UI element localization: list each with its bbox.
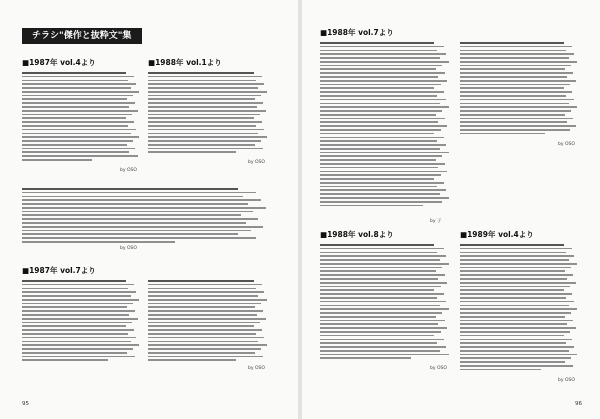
text-line bbox=[320, 178, 434, 180]
page-number-right: 96 bbox=[575, 401, 582, 407]
page-title: チラシ"傑作と抜粋文"集 bbox=[22, 28, 142, 44]
text-block-1988-vol8 bbox=[320, 244, 450, 361]
text-line bbox=[22, 291, 136, 293]
text-line bbox=[22, 76, 134, 78]
text-block-1988-vol1 bbox=[148, 72, 268, 155]
signature: by OSO bbox=[248, 160, 265, 165]
text-line bbox=[22, 102, 135, 104]
text-line bbox=[22, 218, 258, 220]
text-line bbox=[460, 289, 564, 291]
text-line bbox=[320, 155, 442, 157]
text-line bbox=[320, 148, 440, 150]
text-line bbox=[320, 267, 442, 269]
text-block-1988-vol7 bbox=[320, 42, 450, 208]
text-line bbox=[148, 359, 236, 361]
text-line bbox=[460, 308, 577, 310]
text-line bbox=[148, 356, 263, 358]
text-line bbox=[148, 95, 261, 97]
text-line bbox=[22, 211, 253, 213]
text-line bbox=[460, 286, 570, 288]
text-line bbox=[460, 133, 545, 135]
text-line bbox=[460, 312, 571, 314]
text-line bbox=[320, 274, 445, 276]
text-line bbox=[22, 136, 139, 138]
text-line bbox=[320, 103, 440, 105]
text-line bbox=[22, 288, 128, 290]
text-line bbox=[22, 322, 132, 324]
text-line bbox=[22, 159, 92, 161]
text-line bbox=[460, 95, 566, 97]
text-line bbox=[22, 230, 251, 232]
text-line bbox=[22, 121, 134, 123]
text-line bbox=[320, 248, 444, 250]
text-line bbox=[320, 133, 434, 135]
text-line bbox=[22, 125, 128, 127]
text-line bbox=[460, 357, 571, 359]
text-line bbox=[460, 61, 577, 63]
text-line bbox=[320, 357, 411, 359]
text-line bbox=[460, 263, 577, 265]
text-line bbox=[320, 174, 441, 176]
text-line bbox=[320, 50, 437, 52]
text-line bbox=[320, 159, 436, 161]
text-line bbox=[148, 110, 266, 112]
text-line bbox=[460, 255, 574, 257]
text-line bbox=[148, 91, 267, 93]
text-line bbox=[22, 280, 126, 282]
text-line bbox=[148, 322, 260, 324]
text-line bbox=[320, 297, 437, 299]
text-line bbox=[148, 318, 266, 320]
text-line bbox=[22, 329, 134, 331]
text-line bbox=[320, 282, 447, 284]
text-line bbox=[22, 359, 108, 361]
text-line bbox=[320, 144, 446, 146]
text-line bbox=[148, 352, 255, 354]
text-line bbox=[22, 140, 133, 142]
text-line bbox=[320, 99, 446, 101]
text-line bbox=[320, 171, 447, 173]
text-line bbox=[460, 99, 574, 101]
text-line bbox=[320, 167, 438, 169]
text-line bbox=[22, 199, 261, 201]
text-line bbox=[320, 186, 437, 188]
text-line bbox=[148, 98, 255, 100]
text-line bbox=[22, 314, 129, 316]
text-line bbox=[320, 308, 449, 310]
text-line bbox=[320, 339, 444, 341]
text-line bbox=[460, 103, 569, 105]
text-block-1989-vol4 bbox=[460, 244, 578, 373]
text-line bbox=[148, 72, 254, 74]
text-line bbox=[460, 346, 574, 348]
text-line bbox=[460, 305, 569, 307]
text-line bbox=[320, 323, 438, 325]
text-line bbox=[460, 114, 565, 116]
text-line bbox=[460, 129, 570, 131]
text-line bbox=[320, 342, 437, 344]
text-line bbox=[148, 83, 264, 85]
text-line bbox=[22, 237, 256, 239]
text-block-right-top bbox=[460, 42, 578, 137]
text-line bbox=[148, 76, 262, 78]
text-line bbox=[320, 327, 447, 329]
text-line bbox=[22, 155, 138, 157]
text-line bbox=[22, 196, 243, 198]
text-line bbox=[320, 72, 445, 74]
text-line bbox=[320, 87, 434, 89]
text-line bbox=[460, 365, 573, 367]
text-line bbox=[22, 87, 131, 89]
text-line bbox=[148, 121, 262, 123]
text-line bbox=[460, 248, 572, 250]
text-line bbox=[320, 259, 440, 261]
section-heading-1988-vol7: ■1988年 vol.7より bbox=[320, 28, 394, 37]
text-line bbox=[148, 125, 256, 127]
text-line bbox=[22, 295, 131, 297]
text-line bbox=[320, 76, 438, 78]
text-line bbox=[320, 95, 437, 97]
text-line bbox=[148, 299, 267, 301]
text-line bbox=[320, 205, 423, 207]
text-line bbox=[22, 72, 126, 74]
text-line bbox=[460, 278, 567, 280]
text-line bbox=[320, 331, 441, 333]
text-line bbox=[22, 214, 241, 216]
text-line bbox=[22, 80, 128, 82]
text-line bbox=[148, 341, 258, 343]
text-line bbox=[460, 42, 564, 44]
text-line bbox=[22, 233, 238, 235]
text-line bbox=[320, 65, 442, 67]
text-line bbox=[148, 306, 255, 308]
text-line bbox=[320, 125, 447, 127]
text-line bbox=[460, 72, 573, 74]
page-number-left: 95 bbox=[22, 401, 29, 407]
text-line bbox=[148, 325, 254, 327]
text-line bbox=[22, 110, 138, 112]
text-line bbox=[22, 207, 266, 209]
text-line bbox=[320, 293, 444, 295]
signature: by OSO bbox=[120, 168, 137, 173]
text-line bbox=[22, 348, 133, 350]
text-line bbox=[460, 125, 576, 127]
text-line bbox=[460, 110, 571, 112]
text-line bbox=[148, 106, 257, 108]
text-line bbox=[320, 137, 444, 139]
text-line bbox=[22, 129, 136, 131]
signature: by 子 bbox=[430, 219, 442, 224]
text-line bbox=[22, 337, 136, 339]
text-block-1987-vol4 bbox=[22, 72, 140, 163]
text-line bbox=[320, 270, 436, 272]
text-line bbox=[22, 203, 248, 205]
text-line bbox=[22, 306, 127, 308]
text-line bbox=[320, 346, 446, 348]
text-line bbox=[148, 129, 264, 131]
text-line bbox=[460, 339, 572, 341]
text-line bbox=[148, 151, 236, 153]
text-line bbox=[320, 244, 434, 246]
text-line bbox=[320, 110, 442, 112]
text-line bbox=[320, 305, 440, 307]
text-line bbox=[22, 241, 175, 243]
text-line bbox=[460, 369, 541, 371]
text-line bbox=[320, 316, 436, 318]
text-line bbox=[320, 301, 446, 303]
text-line bbox=[22, 144, 127, 146]
text-line bbox=[460, 80, 576, 82]
text-line bbox=[320, 252, 437, 254]
text-line bbox=[320, 42, 434, 44]
text-line bbox=[320, 152, 449, 154]
text-line bbox=[460, 244, 564, 246]
text-line bbox=[460, 106, 577, 108]
signature: by OSO bbox=[120, 246, 137, 251]
text-line bbox=[320, 193, 440, 195]
text-line bbox=[320, 350, 440, 352]
text-line bbox=[320, 263, 449, 265]
text-line bbox=[320, 320, 445, 322]
section-heading-1987-vol4: ■1987年 vol.4より bbox=[22, 58, 96, 67]
text-line bbox=[148, 348, 261, 350]
text-line bbox=[22, 303, 133, 305]
text-line bbox=[460, 354, 577, 356]
text-line bbox=[460, 252, 566, 254]
text-line bbox=[148, 344, 267, 346]
text-line bbox=[148, 310, 263, 312]
text-line bbox=[460, 316, 565, 318]
text-line bbox=[22, 352, 127, 354]
text-line bbox=[460, 121, 567, 123]
text-line bbox=[320, 121, 438, 123]
text-line bbox=[22, 356, 135, 358]
text-line bbox=[320, 84, 441, 86]
text-line bbox=[148, 284, 262, 286]
text-line bbox=[148, 102, 263, 104]
text-line bbox=[22, 344, 139, 346]
section-heading-1988-vol1: ■1988年 vol.1より bbox=[148, 58, 222, 67]
text-line bbox=[460, 293, 572, 295]
text-line bbox=[148, 140, 261, 142]
text-line bbox=[460, 259, 569, 261]
signature: by OSO bbox=[558, 142, 575, 147]
section-heading-1987-vol7: ■1987年 vol.7より bbox=[22, 266, 96, 275]
text-line bbox=[460, 350, 569, 352]
text-line bbox=[22, 226, 263, 228]
text-line bbox=[148, 117, 254, 119]
text-line bbox=[320, 354, 449, 356]
text-line bbox=[22, 83, 136, 85]
text-line bbox=[22, 188, 238, 190]
text-line bbox=[22, 299, 139, 301]
text-line bbox=[148, 148, 263, 150]
text-line bbox=[460, 53, 574, 55]
text-line bbox=[22, 117, 126, 119]
signature: by OSO bbox=[248, 366, 265, 371]
text-line bbox=[320, 312, 442, 314]
text-line bbox=[320, 182, 444, 184]
text-line bbox=[460, 270, 565, 272]
text-line bbox=[320, 106, 449, 108]
text-line bbox=[320, 114, 436, 116]
left-page bbox=[0, 0, 298, 419]
text-line bbox=[22, 284, 134, 286]
right-page bbox=[302, 0, 600, 419]
text-line bbox=[320, 278, 438, 280]
section-heading-1989-vol4: ■1989年 vol.4より bbox=[460, 230, 534, 239]
text-line bbox=[148, 333, 256, 335]
text-line bbox=[320, 335, 434, 337]
text-block-1987-vol7-right bbox=[148, 280, 268, 363]
text-line bbox=[460, 57, 569, 59]
text-line bbox=[460, 76, 567, 78]
text-line bbox=[22, 222, 246, 224]
text-line bbox=[320, 197, 449, 199]
text-line bbox=[320, 189, 446, 191]
text-line bbox=[460, 274, 573, 276]
text-line bbox=[148, 136, 267, 138]
text-line bbox=[460, 282, 576, 284]
text-line bbox=[460, 331, 570, 333]
text-line bbox=[460, 46, 572, 48]
text-line bbox=[148, 144, 255, 146]
text-line bbox=[22, 333, 128, 335]
text-line bbox=[460, 335, 564, 337]
text-block-1987-vol7-left bbox=[22, 280, 140, 363]
text-line bbox=[148, 303, 261, 305]
text-line bbox=[320, 57, 440, 59]
text-line bbox=[22, 192, 256, 194]
text-line bbox=[460, 91, 572, 93]
text-line bbox=[148, 288, 256, 290]
text-line bbox=[320, 80, 447, 82]
text-line bbox=[460, 50, 566, 52]
text-line bbox=[148, 133, 258, 135]
text-line bbox=[148, 295, 258, 297]
text-line bbox=[148, 114, 260, 116]
text-line bbox=[148, 314, 257, 316]
section-heading-1988-vol8: ■1988年 vol.8より bbox=[320, 230, 394, 239]
text-line bbox=[148, 329, 262, 331]
text-line bbox=[320, 68, 436, 70]
text-line bbox=[460, 65, 571, 67]
text-line bbox=[320, 129, 441, 131]
text-line bbox=[148, 291, 264, 293]
text-line bbox=[22, 310, 135, 312]
text-line bbox=[148, 280, 254, 282]
signature: by OSO bbox=[430, 366, 447, 371]
text-line bbox=[22, 148, 135, 150]
text-line bbox=[460, 342, 566, 344]
text-line bbox=[320, 46, 444, 48]
text-line bbox=[460, 118, 573, 120]
text-line bbox=[22, 106, 129, 108]
text-line bbox=[460, 68, 565, 70]
text-block-feature bbox=[22, 188, 268, 245]
text-line bbox=[460, 87, 564, 89]
text-line bbox=[460, 323, 567, 325]
text-line bbox=[460, 267, 571, 269]
text-line bbox=[22, 114, 132, 116]
text-line bbox=[148, 80, 256, 82]
text-line bbox=[320, 53, 446, 55]
text-line bbox=[320, 163, 445, 165]
text-line bbox=[22, 91, 139, 93]
text-line bbox=[22, 98, 127, 100]
signature: by OSO bbox=[558, 378, 575, 383]
text-line bbox=[148, 87, 258, 89]
text-line bbox=[320, 91, 444, 93]
text-line bbox=[22, 341, 131, 343]
text-line bbox=[460, 301, 574, 303]
text-line bbox=[460, 320, 573, 322]
text-line bbox=[320, 118, 445, 120]
text-line bbox=[320, 140, 437, 142]
text-line bbox=[22, 151, 129, 153]
text-line bbox=[22, 318, 138, 320]
text-line bbox=[148, 337, 264, 339]
text-line bbox=[460, 297, 566, 299]
text-line bbox=[22, 133, 131, 135]
text-line bbox=[320, 201, 442, 203]
text-line bbox=[460, 361, 565, 363]
text-line bbox=[460, 84, 570, 86]
text-line bbox=[22, 95, 133, 97]
text-line bbox=[460, 327, 576, 329]
text-line bbox=[22, 325, 126, 327]
text-line bbox=[320, 61, 449, 63]
text-line bbox=[320, 255, 446, 257]
text-line bbox=[320, 286, 441, 288]
text-line bbox=[320, 289, 434, 291]
